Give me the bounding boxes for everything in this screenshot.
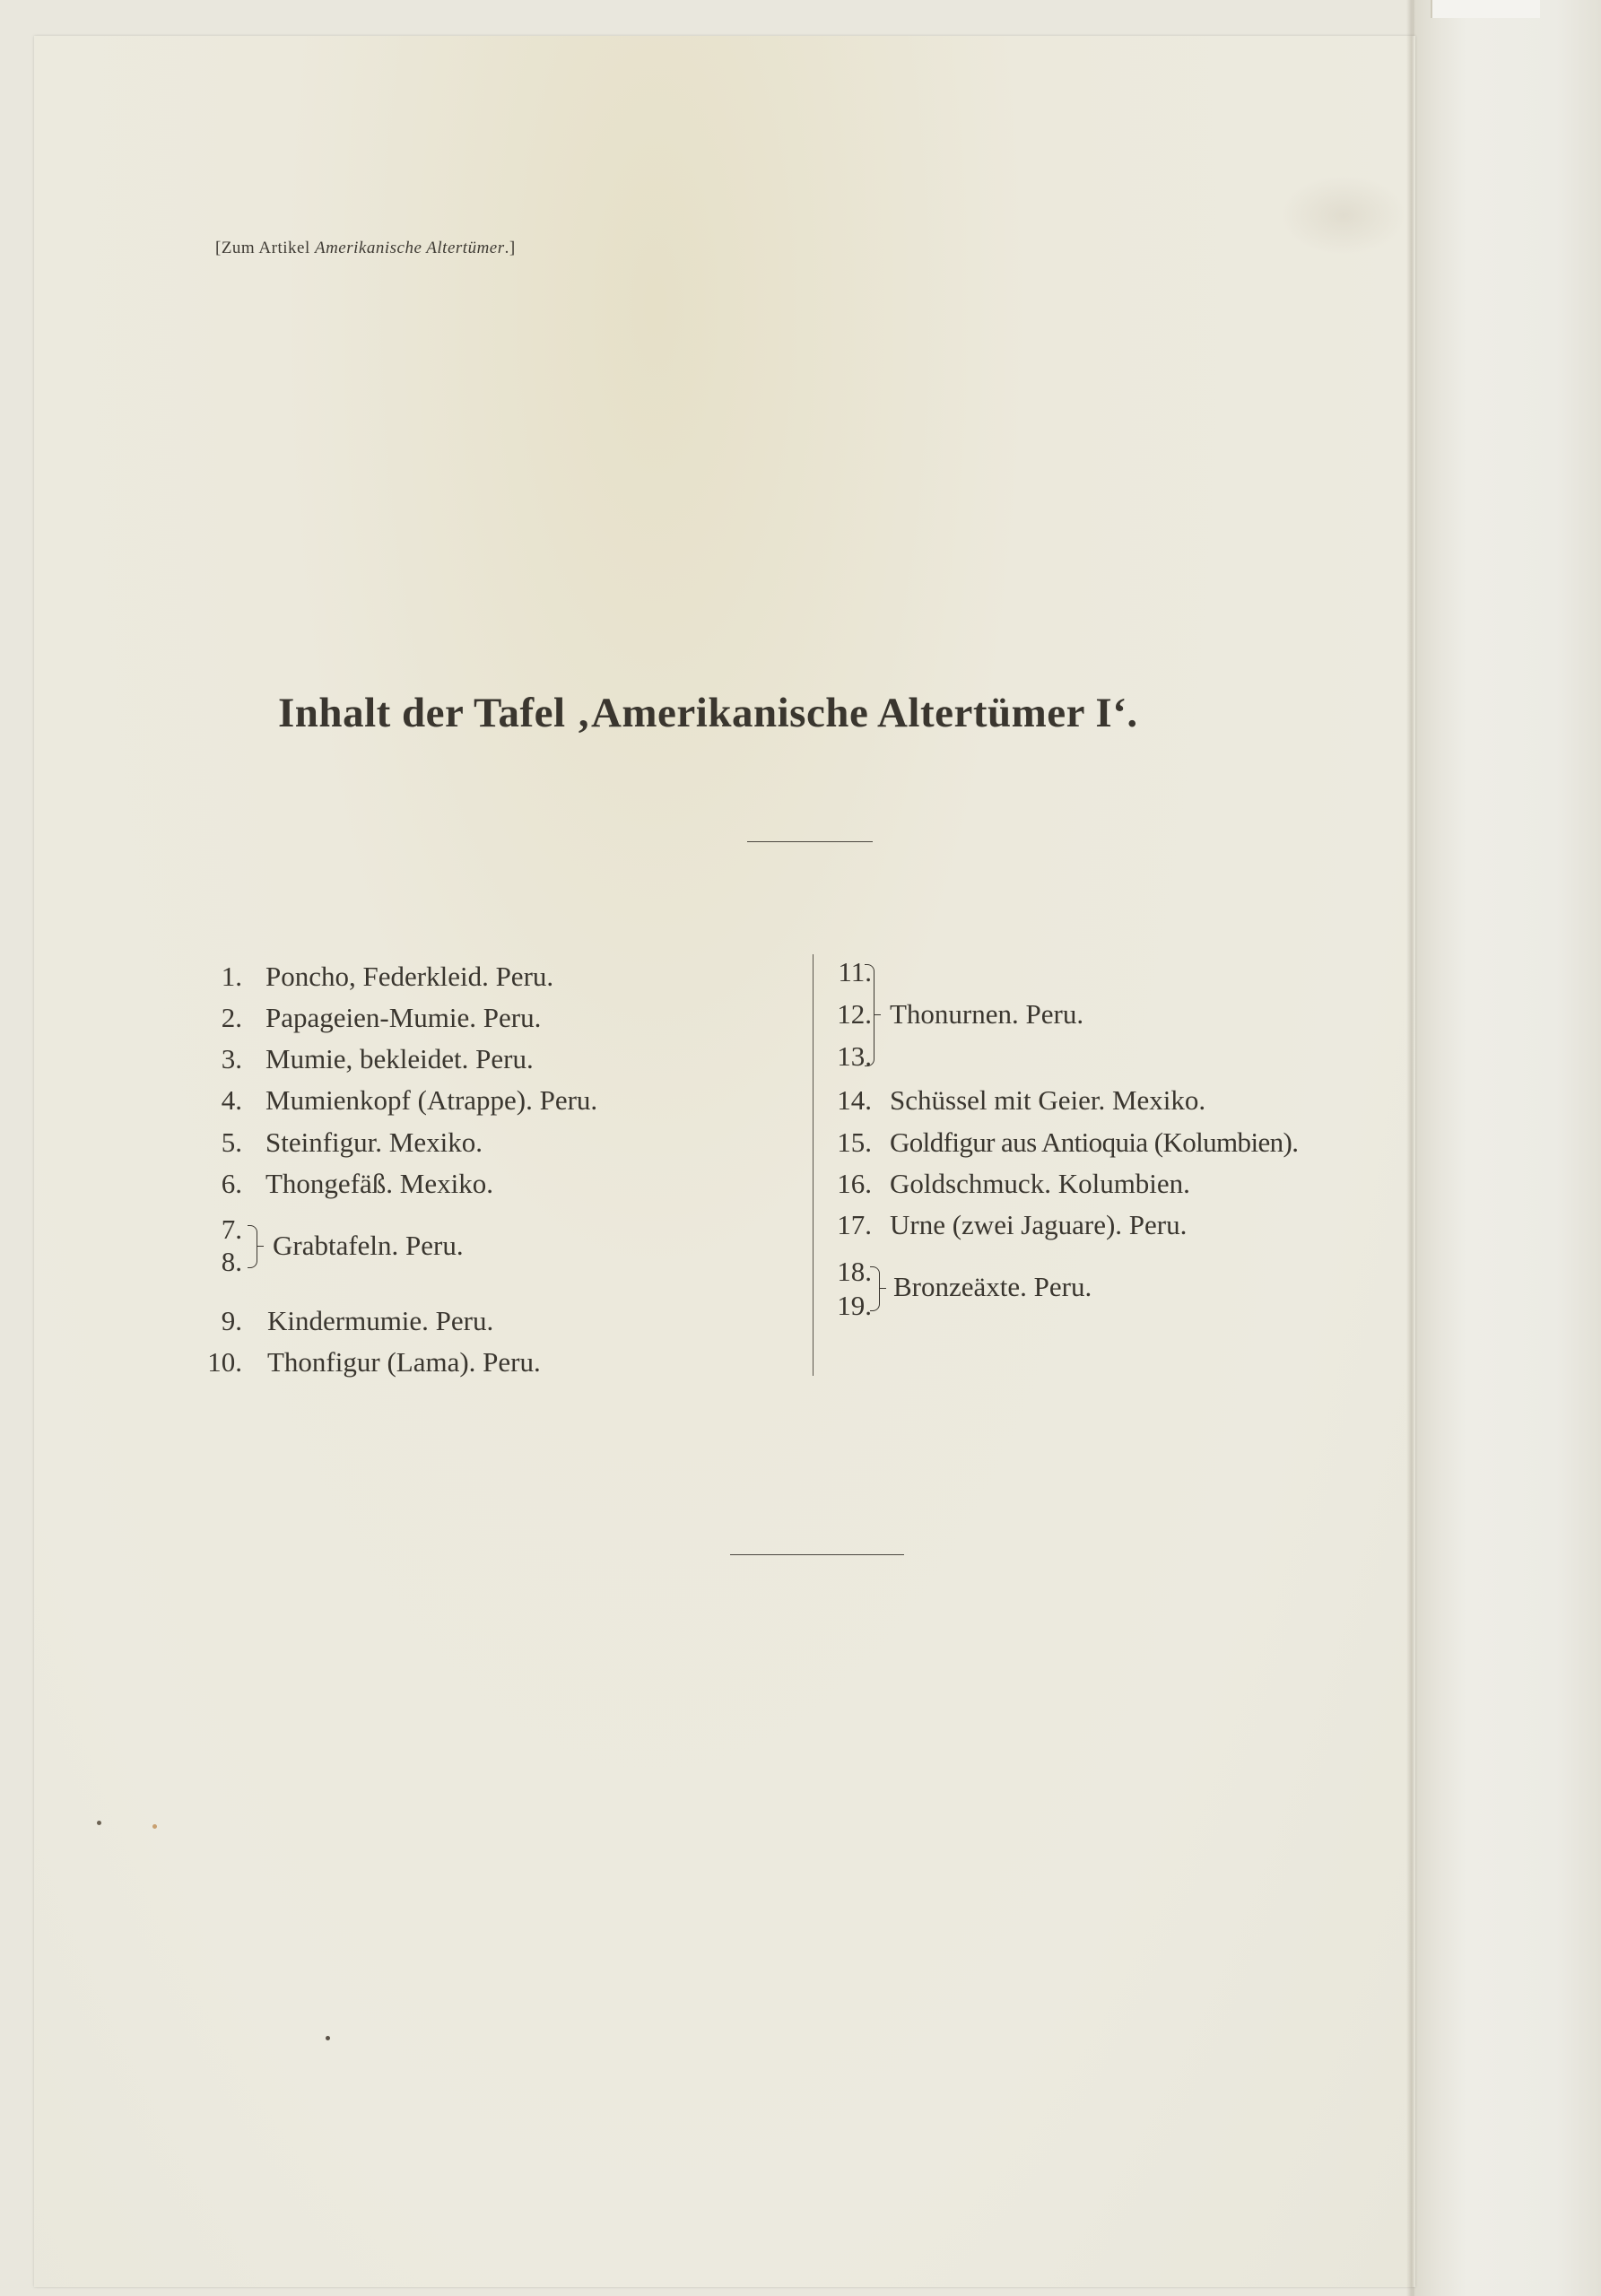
item-text: Thonfigur (Lama). Peru. [267, 1346, 541, 1378]
group-brace-11-13 [865, 964, 874, 1066]
divider-bottom [730, 1554, 904, 1555]
item-number: 9. [221, 1305, 242, 1336]
item-number: 4. [221, 1084, 242, 1116]
group-brace-7-8 [248, 1225, 257, 1268]
item-number: 3. [221, 1043, 242, 1074]
group-brace-point [874, 1014, 881, 1015]
paper-strip [1431, 0, 1540, 18]
group-brace-18-19 [870, 1266, 880, 1311]
adjacent-page-edge [1413, 0, 1601, 2296]
item-text: Schüssel mit Geier. Mexiko. [890, 1084, 1206, 1116]
item-number: 11. [838, 956, 872, 987]
item-number: 16. [837, 1168, 872, 1199]
item-number: 6. [221, 1168, 242, 1199]
item-number: 7. [221, 1213, 242, 1245]
item-number: 8. [221, 1246, 242, 1277]
item-number: 14. [837, 1084, 872, 1116]
group-brace-point [880, 1288, 886, 1289]
group-text: Thonurnen. Peru. [890, 998, 1084, 1030]
item-text: Steinfigur. Mexiko. [265, 1126, 483, 1158]
page-edge-shadow [1406, 0, 1415, 2296]
item-number: 17. [837, 1209, 872, 1240]
item-number: 1. [221, 961, 242, 992]
item-number: 10. [207, 1346, 242, 1378]
item-text: Thongefäß. Mexiko. [265, 1168, 493, 1199]
item-text: Poncho, Federkleid. Peru. [265, 961, 554, 992]
item-text: Goldschmuck. Kolumbien. [890, 1168, 1190, 1199]
item-number: 13. [837, 1040, 872, 1072]
group-text: Bronzeäxte. Peru. [893, 1271, 1092, 1302]
item-number: 2. [221, 1002, 242, 1033]
paper-stain [1281, 175, 1406, 256]
column-divider [813, 954, 814, 1376]
group-text: Grabtafeln. Peru. [273, 1230, 464, 1261]
page-title: Inhalt der Tafel ‚Amerikanische Altertümer I‘. [278, 690, 1138, 736]
item-text: Papageien-Mumie. Peru. [265, 1002, 542, 1033]
item-text: Mumienkopf (Atrappe). Peru. [265, 1084, 598, 1116]
header-note-prefix: [Zum Artikel [215, 239, 315, 257]
item-number: 5. [221, 1126, 242, 1158]
item-number: 19. [837, 1290, 872, 1321]
group-brace-point [257, 1246, 264, 1247]
item-number: 12. [837, 998, 872, 1030]
paper-speck [97, 1821, 101, 1825]
item-number: 15. [837, 1126, 872, 1158]
header-note-article: Amerikanische Altertümer [314, 239, 505, 257]
item-number: 18. [837, 1256, 872, 1287]
paper-speck [152, 1824, 157, 1829]
item-text: Kindermumie. Peru. [267, 1305, 494, 1336]
header-note [215, 239, 516, 258]
header-note-suffix: .] [504, 239, 516, 257]
item-text: Urne (zwei Jaguare). Peru. [890, 1209, 1188, 1240]
paper-speck [326, 2036, 330, 2040]
divider-top [747, 841, 873, 842]
item-text: Mumie, bekleidet. Peru. [265, 1043, 534, 1074]
item-text: Goldfigur aus Antioquia (Kolumbien). [890, 1126, 1299, 1158]
